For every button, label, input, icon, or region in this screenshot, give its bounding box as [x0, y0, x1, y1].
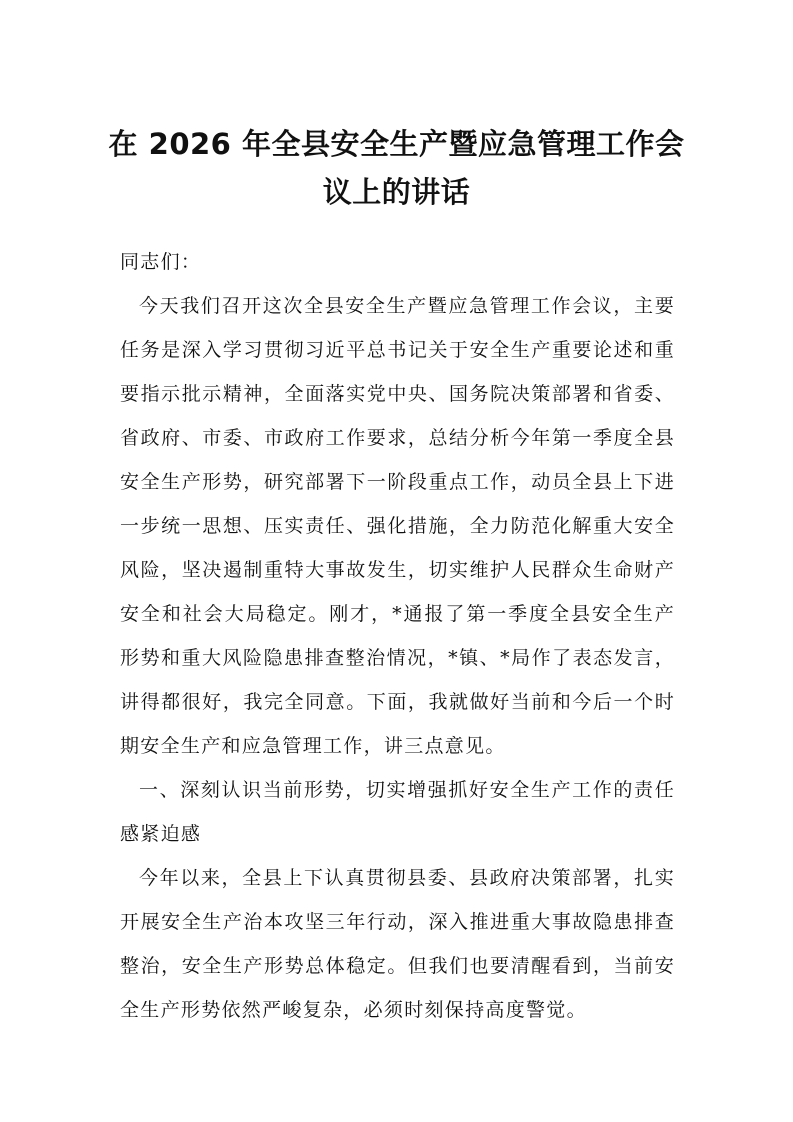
paragraph-intro: 今天我们召开这次全县安全生产暨应急管理工作会议，主要任务是深入学习贯彻习近平总书记关于安全生产重要论述和重要指示批示精神，全面落实党中央、国务院决策部署和省委、省政府、市委、市政府工作要求，总结分析今年第一季度全县安全生产形势，研究部署下一阶段重点工作，动员全县上下进一步统一思想、压实责任、强化措施，全力防范化解重大安全风险，坚决遏制重特大事故发生，切实维护人民群众生命财产安全和社会大局稳定。刚才，*通报了第一季度全县安全生产形势和重大风险隐患排查整治情况，*镇、*局作了表态发言，讲得都很好，我完全同意。下面，我就做好当前和今后一个时期安全生产和应急管理工作，讲三点意见。: [120, 295, 675, 757]
document-body: [120, 240, 675, 1032]
title-line-2: 议上的讲话: [322, 175, 471, 209]
title-line-1: 在 2026 年全县安全生产暨应急管理工作会: [108, 127, 685, 161]
greeting: 同志们：: [120, 251, 202, 273]
paragraph-situation: 今年以来，全县上下认真贯彻县委、县政府决策部署，扎实开展安全生产治本攻坚三年行动，深入推进重大事故隐患排查整治，安全生产形势总体稳定。但我们也要清醒看到，当前安全生产形势依然严峻复杂，必须时刻保持高度警觉。: [120, 867, 675, 1021]
document-title: [100, 120, 693, 216]
section-heading-1: 一、深刻认识当前形势，切实增强抓好安全生产工作的责任感紧迫感: [120, 779, 675, 845]
